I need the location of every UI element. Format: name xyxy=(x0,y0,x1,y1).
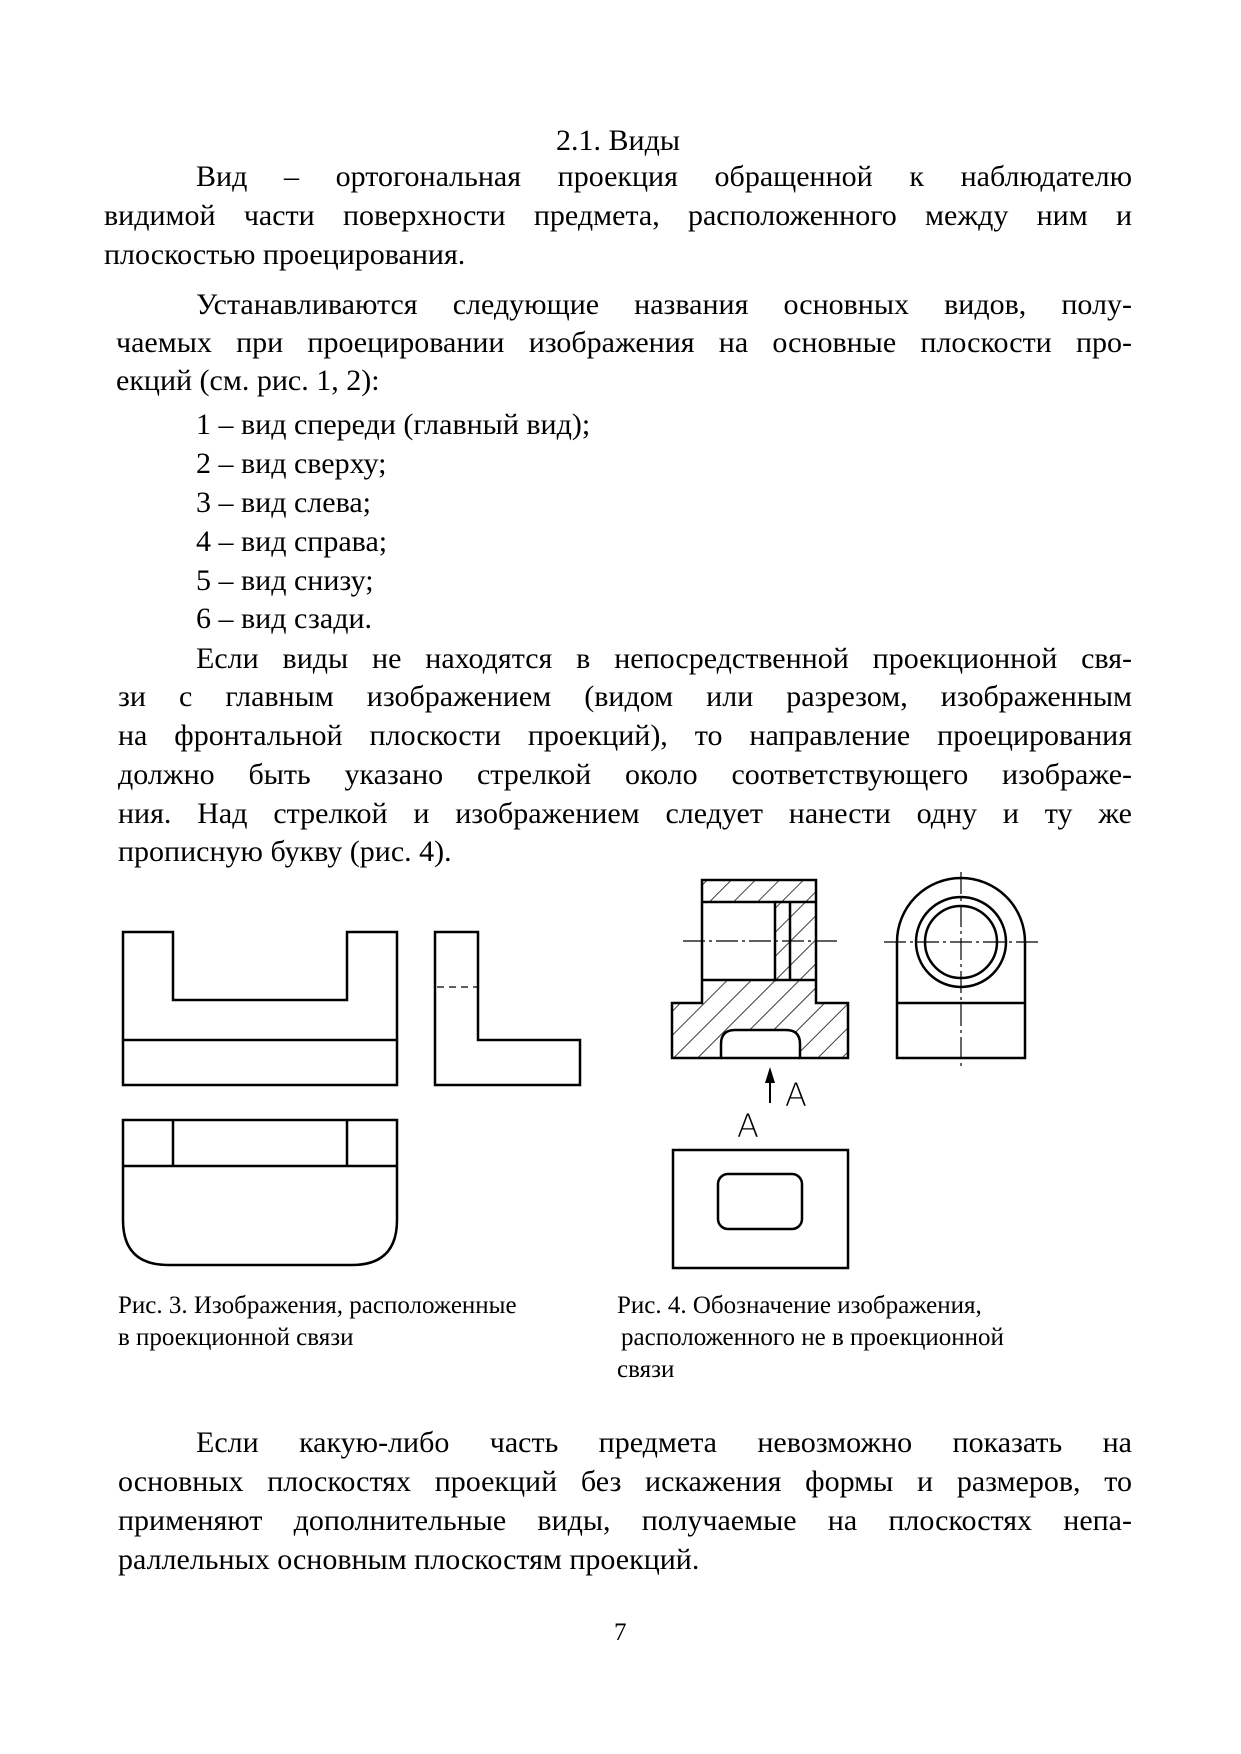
view-label: A xyxy=(737,1107,759,1145)
paragraph-line: раллельных основным плоскостям проекций. xyxy=(118,1543,700,1576)
paragraph-line: видимой части поверхности предмета, расположенного между ним и xyxy=(104,199,1132,232)
fig4-view-arrow xyxy=(765,1067,807,1114)
figure-3 xyxy=(123,932,580,1265)
paragraph-line: ния. Над стрелкой и изображением следует нанести одну и ту же xyxy=(118,797,1132,830)
paragraph-line: Если виды не находятся в непосредственной проекционной свя- xyxy=(196,642,1132,675)
list-item: 1 – вид спереди (главный вид); xyxy=(196,408,591,441)
caption-line: Рис. 4. Обозначение изображения, xyxy=(617,1292,982,1319)
fig3-side-view xyxy=(435,932,580,1085)
paragraph-line: прописную букву (рис. 4). xyxy=(118,835,452,868)
caption-line: Рис. 3. Изображения, расположенные xyxy=(118,1292,517,1319)
paragraph-line: должно быть указано стрелкой около соответствующего изображе- xyxy=(118,758,1132,791)
paragraph-line: чаемых при проецировании изображения на основные плоскости про- xyxy=(116,326,1132,359)
list-item: 6 – вид сзади. xyxy=(196,602,373,635)
list-item: 5 – вид снизу; xyxy=(196,564,374,597)
paragraph-line: зи с главным изображением (видом или разрезом, изображенным xyxy=(118,680,1132,713)
section-title: 2.1. Виды xyxy=(556,124,680,157)
paragraph-line: основных плоскостях проекций без искажения формы и размеров, то xyxy=(118,1465,1132,1498)
caption-line: в проекционной связи xyxy=(118,1324,354,1351)
caption-line: расположенного не в проекционной xyxy=(621,1324,1004,1351)
list-item: 3 – вид слева; xyxy=(196,486,372,519)
fig4-section-view xyxy=(672,880,848,1058)
paragraph-line: плоскостью проецирования. xyxy=(104,238,466,271)
list-item: 4 – вид справа; xyxy=(196,525,388,558)
figure-4 xyxy=(672,872,1040,1268)
fig4-auxiliary-view xyxy=(673,1107,848,1268)
page-number: 7 xyxy=(614,1619,627,1646)
arrow-label: A xyxy=(785,1076,807,1114)
paragraph-line: Устанавливаются следующие названия основных видов, полу- xyxy=(196,288,1132,321)
fig3-top-view xyxy=(123,1120,397,1265)
paragraph-line: на фронтальной плоскости проекций), то направление проецирования xyxy=(118,719,1132,752)
paragraph-line: Если какую-либо часть предмета невозможно показать на xyxy=(196,1426,1132,1459)
caption-line: связи xyxy=(617,1356,675,1383)
fig3-front-view xyxy=(123,932,397,1085)
paragraph-line: екций (см. рис. 1, 2): xyxy=(116,364,380,397)
fig4-side-view xyxy=(884,872,1040,1068)
list-item: 2 – вид сверху; xyxy=(196,447,387,480)
paragraph-line: Вид – ортогональная проекция обращенной к наблюдателю xyxy=(196,160,1132,193)
paragraph-line: применяют дополнительные виды, получаемые на плоскостях непа- xyxy=(118,1504,1132,1537)
